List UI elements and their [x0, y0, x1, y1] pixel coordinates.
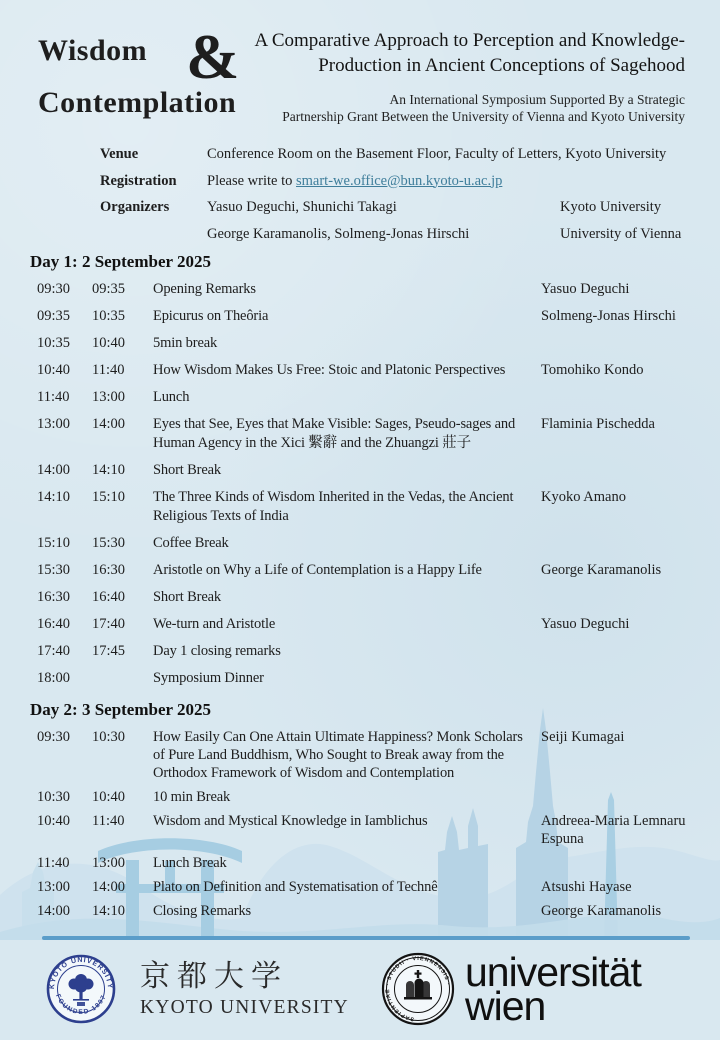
start-time: 11:40: [37, 389, 70, 405]
session-speaker: [541, 854, 692, 872]
schedule-row: [30, 902, 692, 920]
symposium-main-title: A Comparative Approach to Perception and Knowledge-Production in Ancient Conceptions of Sagehood: [254, 30, 685, 76]
footer-divider-rule: [42, 936, 690, 940]
session-speaker: Seiji Kumagai: [541, 729, 625, 745]
start-time: 09:35: [37, 308, 71, 324]
session-speaker: Yasuo Deguchi: [541, 616, 630, 632]
venue-value: Conference Room on the Basement Floor, Faculty of Letters, Kyoto University: [207, 146, 667, 162]
svg-text:FOUNDED 1897: FOUNDED 1897: [54, 993, 108, 1016]
session-speaker: Yasuo Deguchi: [541, 281, 630, 297]
wien-wordmark-line2: wien: [465, 983, 546, 1029]
day2-schedule: [30, 728, 692, 920]
day1-schedule: [30, 280, 692, 688]
day2-header: Day 2: 3 September 2025: [30, 700, 211, 719]
start-time: 13:00: [37, 416, 71, 432]
session-speaker: Atsushi Hayase: [541, 879, 632, 895]
session-title: Short Break: [153, 462, 222, 478]
start-time: 10:30: [37, 789, 71, 805]
kyoto-university-wordmark: [140, 960, 349, 1019]
session-speaker: [541, 588, 692, 607]
end-time: 13:00: [92, 389, 126, 405]
end-time: 14:00: [92, 416, 126, 432]
organizers-row: [100, 224, 700, 244]
schedule-row: [30, 561, 692, 580]
session-title: Lunch Break: [153, 855, 227, 871]
registration-email-link[interactable]: smart-we.office@bun.kyoto-u.ac.jp: [296, 172, 503, 189]
session-speaker: Tomohiko Kondo: [541, 362, 644, 378]
organizer-affiliation: University of Vienna: [560, 225, 682, 242]
schedule-row: [30, 669, 692, 688]
start-time: 09:30: [37, 281, 71, 297]
schedule-row: [30, 788, 692, 806]
start-time: 14:00: [37, 903, 71, 919]
universitaet-wien-wordmark: [465, 949, 641, 1029]
schedule-row: [30, 361, 692, 380]
start-time: 14:10: [37, 489, 71, 505]
session-title: Opening Remarks: [153, 281, 256, 297]
session-title: Eyes that See, Eyes that Make Visible: Sages, Pseudo-sages and Human Agency in the Xici 繫辭 and the Zhuangzi 莊子: [153, 416, 516, 451]
start-time: 10:35: [37, 335, 71, 351]
end-time: 17:40: [92, 616, 126, 632]
event-info-block: [100, 144, 700, 250]
end-time: 10:35: [92, 308, 126, 324]
organizer-names: George Karamanolis, Solmeng-Jonas Hirschi: [207, 225, 470, 242]
session-speaker: [541, 642, 692, 661]
session-title: Symposium Dinner: [153, 670, 264, 686]
start-time: 15:10: [37, 535, 71, 551]
end-time: 13:00: [92, 855, 126, 871]
kyoto-university-logo: [46, 954, 349, 1024]
registration-prefix: Please write to: [207, 172, 296, 189]
schedule-row: [30, 878, 692, 896]
end-time: 16:40: [92, 589, 126, 605]
start-time: 17:40: [37, 643, 71, 659]
session-title: 5min break: [153, 335, 218, 351]
end-time: [92, 669, 153, 688]
session-title: We-turn and Aristotle: [153, 616, 276, 632]
start-time: 10:40: [37, 813, 71, 829]
venue-label: Venue: [100, 146, 139, 162]
poster-title-word2: Contemplation: [38, 86, 237, 119]
schedule-row: [30, 588, 692, 607]
schedule-row: [30, 307, 692, 326]
session-speaker: George Karamanolis: [541, 562, 662, 578]
end-time: 11:40: [92, 362, 125, 378]
schedule-row: [30, 642, 692, 661]
end-time: 10:40: [92, 789, 126, 805]
university-of-vienna-seal-icon: [381, 952, 455, 1026]
session-title: Short Break: [153, 589, 222, 605]
end-time: 14:00: [92, 879, 126, 895]
session-title: Coffee Break: [153, 535, 229, 551]
day1-header: Day 1: 2 September 2025: [30, 252, 211, 271]
session-speaker: [541, 788, 692, 806]
poster-title-word1: Wisdom: [38, 34, 148, 67]
start-time: 18:00: [37, 670, 71, 686]
start-time: 10:40: [37, 362, 71, 378]
svg-text:KYOTO UNIVERSITY: KYOTO UNIVERSITY: [48, 956, 114, 990]
session-title: The Three Kinds of Wisdom Inherited in the Vedas, the Ancient Religious Texts of India: [153, 489, 514, 524]
session-speaker: Andreea-Maria Lemnaru Espuna: [541, 813, 686, 847]
organizers-label: [100, 224, 207, 244]
schedule-row: [30, 812, 692, 848]
start-time: 09:30: [37, 729, 71, 745]
kyoto-name-japanese: 京都大学: [140, 959, 288, 993]
start-time: 16:40: [37, 616, 71, 632]
schedule-row: [30, 280, 692, 299]
session-speaker: [541, 388, 692, 407]
session-title: Epicurus on Theôria: [153, 308, 269, 324]
start-time: 11:40: [37, 855, 70, 871]
end-time: 10:40: [92, 335, 126, 351]
symposium-subtitle-line1: An International Symposium Supported By a Strategic: [389, 92, 685, 107]
end-time: 16:30: [92, 562, 126, 578]
schedule-row: [30, 488, 692, 526]
session-speaker: Flaminia Pischedda: [541, 416, 655, 432]
session-title: How Wisdom Makes Us Free: Stoic and Platonic Perspectives: [153, 362, 506, 378]
session-title: 10 min Break: [153, 789, 231, 805]
session-speaker: [541, 461, 692, 480]
session-title: Wisdom and Mystical Knowledge in Iamblichus: [153, 813, 428, 829]
schedule-row: [30, 615, 692, 634]
organizers-row: [100, 197, 700, 217]
schedule-row: [30, 854, 692, 872]
organizers-label: Organizers: [100, 199, 170, 215]
kyoto-university-seal-icon: [46, 954, 116, 1024]
schedule-row: [30, 728, 692, 782]
venue-row: [100, 144, 700, 164]
svg-text:SAPIENTIAE · STUDII · VIENNENS: SAPIENTIAE · STUDII · VIENNENSIS ·: [384, 955, 451, 1022]
symposium-subtitle-line2: Partnership Grant Between the University of Vienna and Kyoto University: [282, 109, 685, 124]
session-speaker: [541, 669, 692, 688]
session-title: Lunch: [153, 389, 190, 405]
start-time: 13:00: [37, 879, 71, 895]
start-time: 14:00: [37, 462, 71, 478]
poster-title-ampersand: &: [186, 21, 240, 92]
end-time: 14:10: [92, 903, 126, 919]
session-title: Aristotle on Why a Life of Contemplation is a Happy Life: [153, 562, 482, 578]
session-speaker: George Karamanolis: [541, 903, 662, 919]
session-title: Day 1 closing remarks: [153, 643, 281, 659]
schedule-row: [30, 388, 692, 407]
organizer-affiliation: Kyoto University: [560, 199, 662, 215]
session-title: Closing Remarks: [153, 903, 252, 919]
footer-logos: [0, 950, 720, 1032]
kyoto-name-english: KYOTO UNIVERSITY: [140, 996, 349, 1018]
session-speaker: [541, 534, 692, 553]
end-time: 10:30: [92, 729, 126, 745]
session-speaker: Kyoko Amano: [541, 489, 626, 505]
start-time: 15:30: [37, 562, 71, 578]
organizers-rows: [100, 197, 700, 244]
registration-label: Registration: [100, 172, 177, 189]
session-title: How Easily Can One Attain Ultimate Happiness? Monk Scholars of Pure Land Buddhism, Who Sought to Break away from the Orthodox Framework of Wisdom and Contemplation: [153, 729, 523, 781]
university-of-vienna-logo: [381, 949, 641, 1029]
end-time: 11:40: [92, 813, 125, 829]
session-speaker: Solmeng-Jonas Hirschi: [541, 308, 676, 324]
end-time: 17:45: [92, 643, 126, 659]
session-speaker: [541, 334, 692, 353]
symposium-subtitle: [233, 91, 685, 125]
symposium-title-block: [233, 28, 685, 125]
schedule-row: [30, 334, 692, 353]
end-time: 09:35: [92, 281, 126, 297]
session-title: Plato on Definition and Systematisation of Technê: [153, 879, 438, 895]
schedule-block: [30, 252, 692, 926]
end-time: 15:10: [92, 489, 126, 505]
wien-wordmark-line1: universität: [465, 949, 641, 995]
registration-value: [207, 171, 700, 191]
registration-row: [100, 171, 700, 191]
schedule-row: [30, 415, 692, 453]
end-time: 15:30: [92, 535, 126, 551]
end-time: 14:10: [92, 462, 126, 478]
schedule-row: [30, 534, 692, 553]
organizer-names: Yasuo Deguchi, Shunichi Takagi: [207, 199, 397, 215]
start-time: 16:30: [37, 589, 71, 605]
schedule-row: [30, 461, 692, 480]
